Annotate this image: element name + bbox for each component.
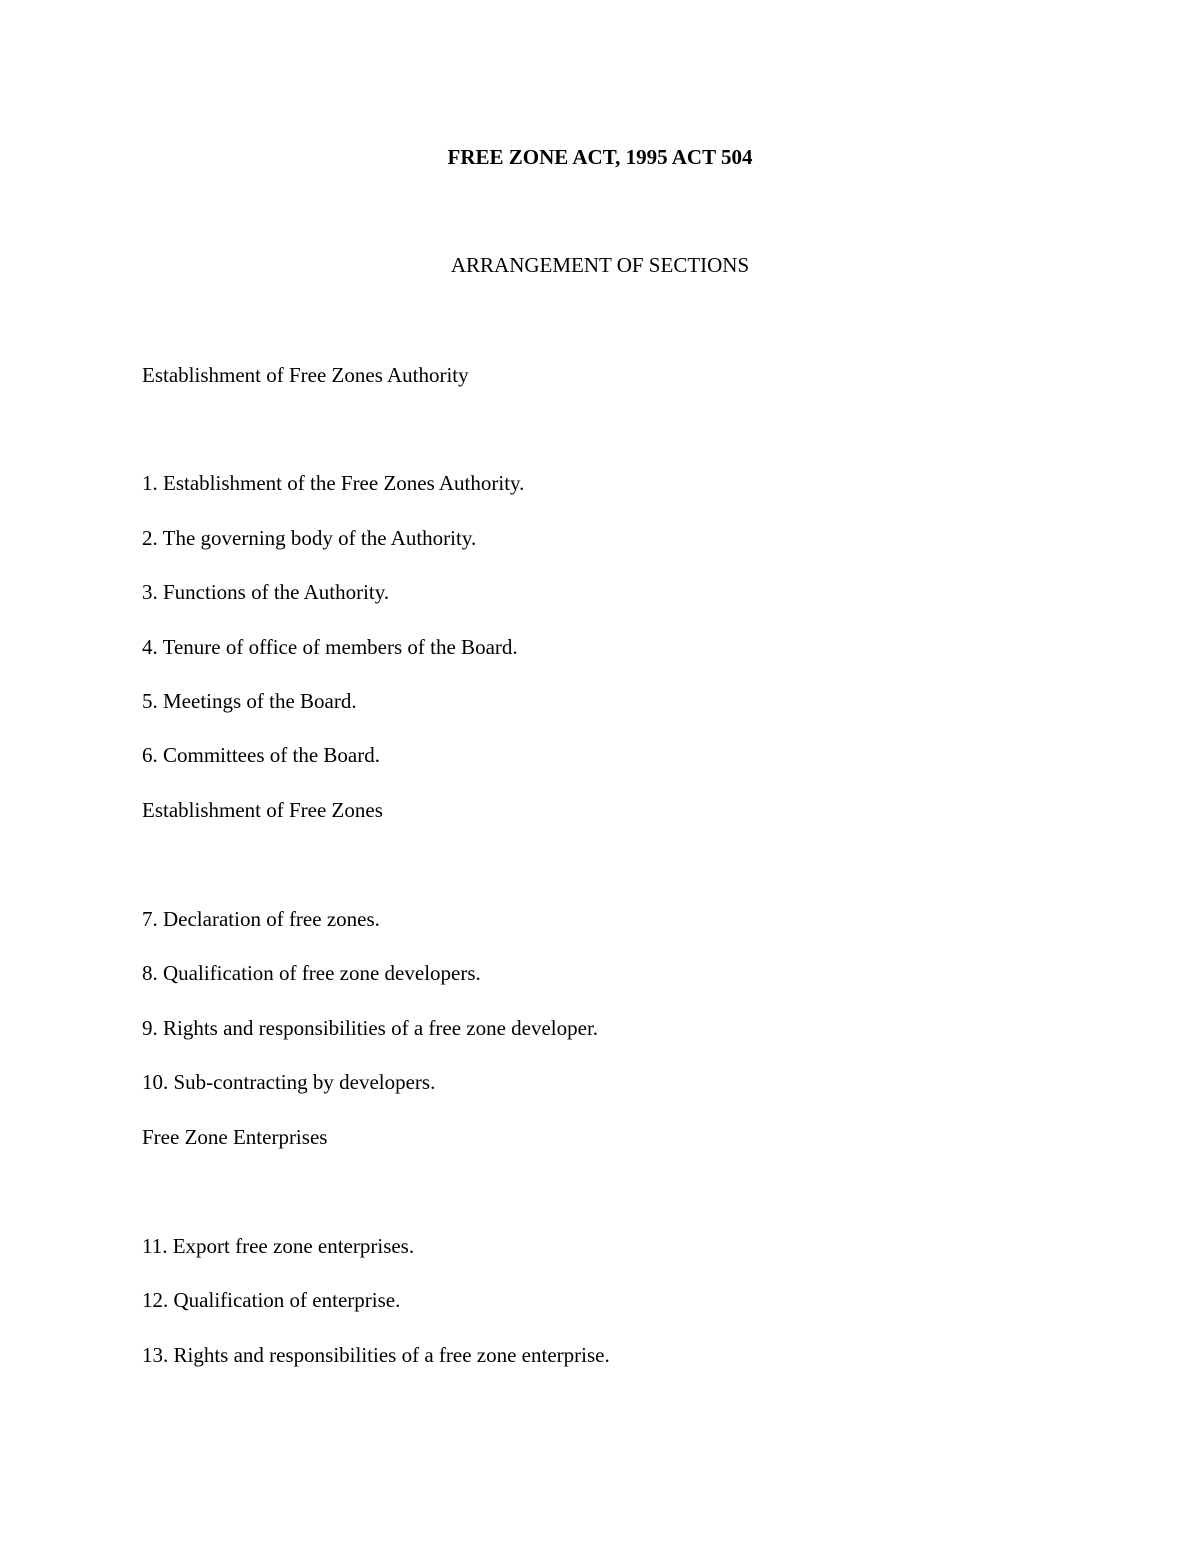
document-subtitle: ARRANGEMENT OF SECTIONS [450,253,750,277]
section-item-1: 1. Establishment of the Free Zones Authority. [142,471,525,495]
section-item-10: 10. Sub-contracting by developers. [142,1070,436,1094]
section-heading-free-zones: Establishment of Free Zones [142,798,383,822]
section-item-11: 11. Export free zone enterprises. [142,1234,415,1258]
section-heading-authority: Establishment of Free Zones Authority [142,363,469,387]
section-item-2: 2. The governing body of the Authority. [142,526,477,550]
section-item-7: 7. Declaration of free zones. [142,907,380,931]
section-item-3: 3. Functions of the Authority. [142,580,390,604]
section-item-5: 5. Meetings of the Board. [142,689,357,713]
section-item-4: 4. Tenure of office of members of the Board. [142,635,518,659]
document-title: FREE ZONE ACT, 1995 ACT 504 [447,145,753,169]
section-item-12: 12. Qualification of enterprise. [142,1288,401,1312]
section-item-13: 13. Rights and responsibilities of a free zone enterprise. [142,1343,610,1367]
section-item-6: 6. Committees of the Board. [142,743,380,767]
section-item-8: 8. Qualification of free zone developers. [142,961,481,985]
section-heading-enterprises: Free Zone Enterprises [142,1125,328,1149]
section-item-9: 9. Rights and responsibilities of a free zone developer. [142,1016,599,1040]
